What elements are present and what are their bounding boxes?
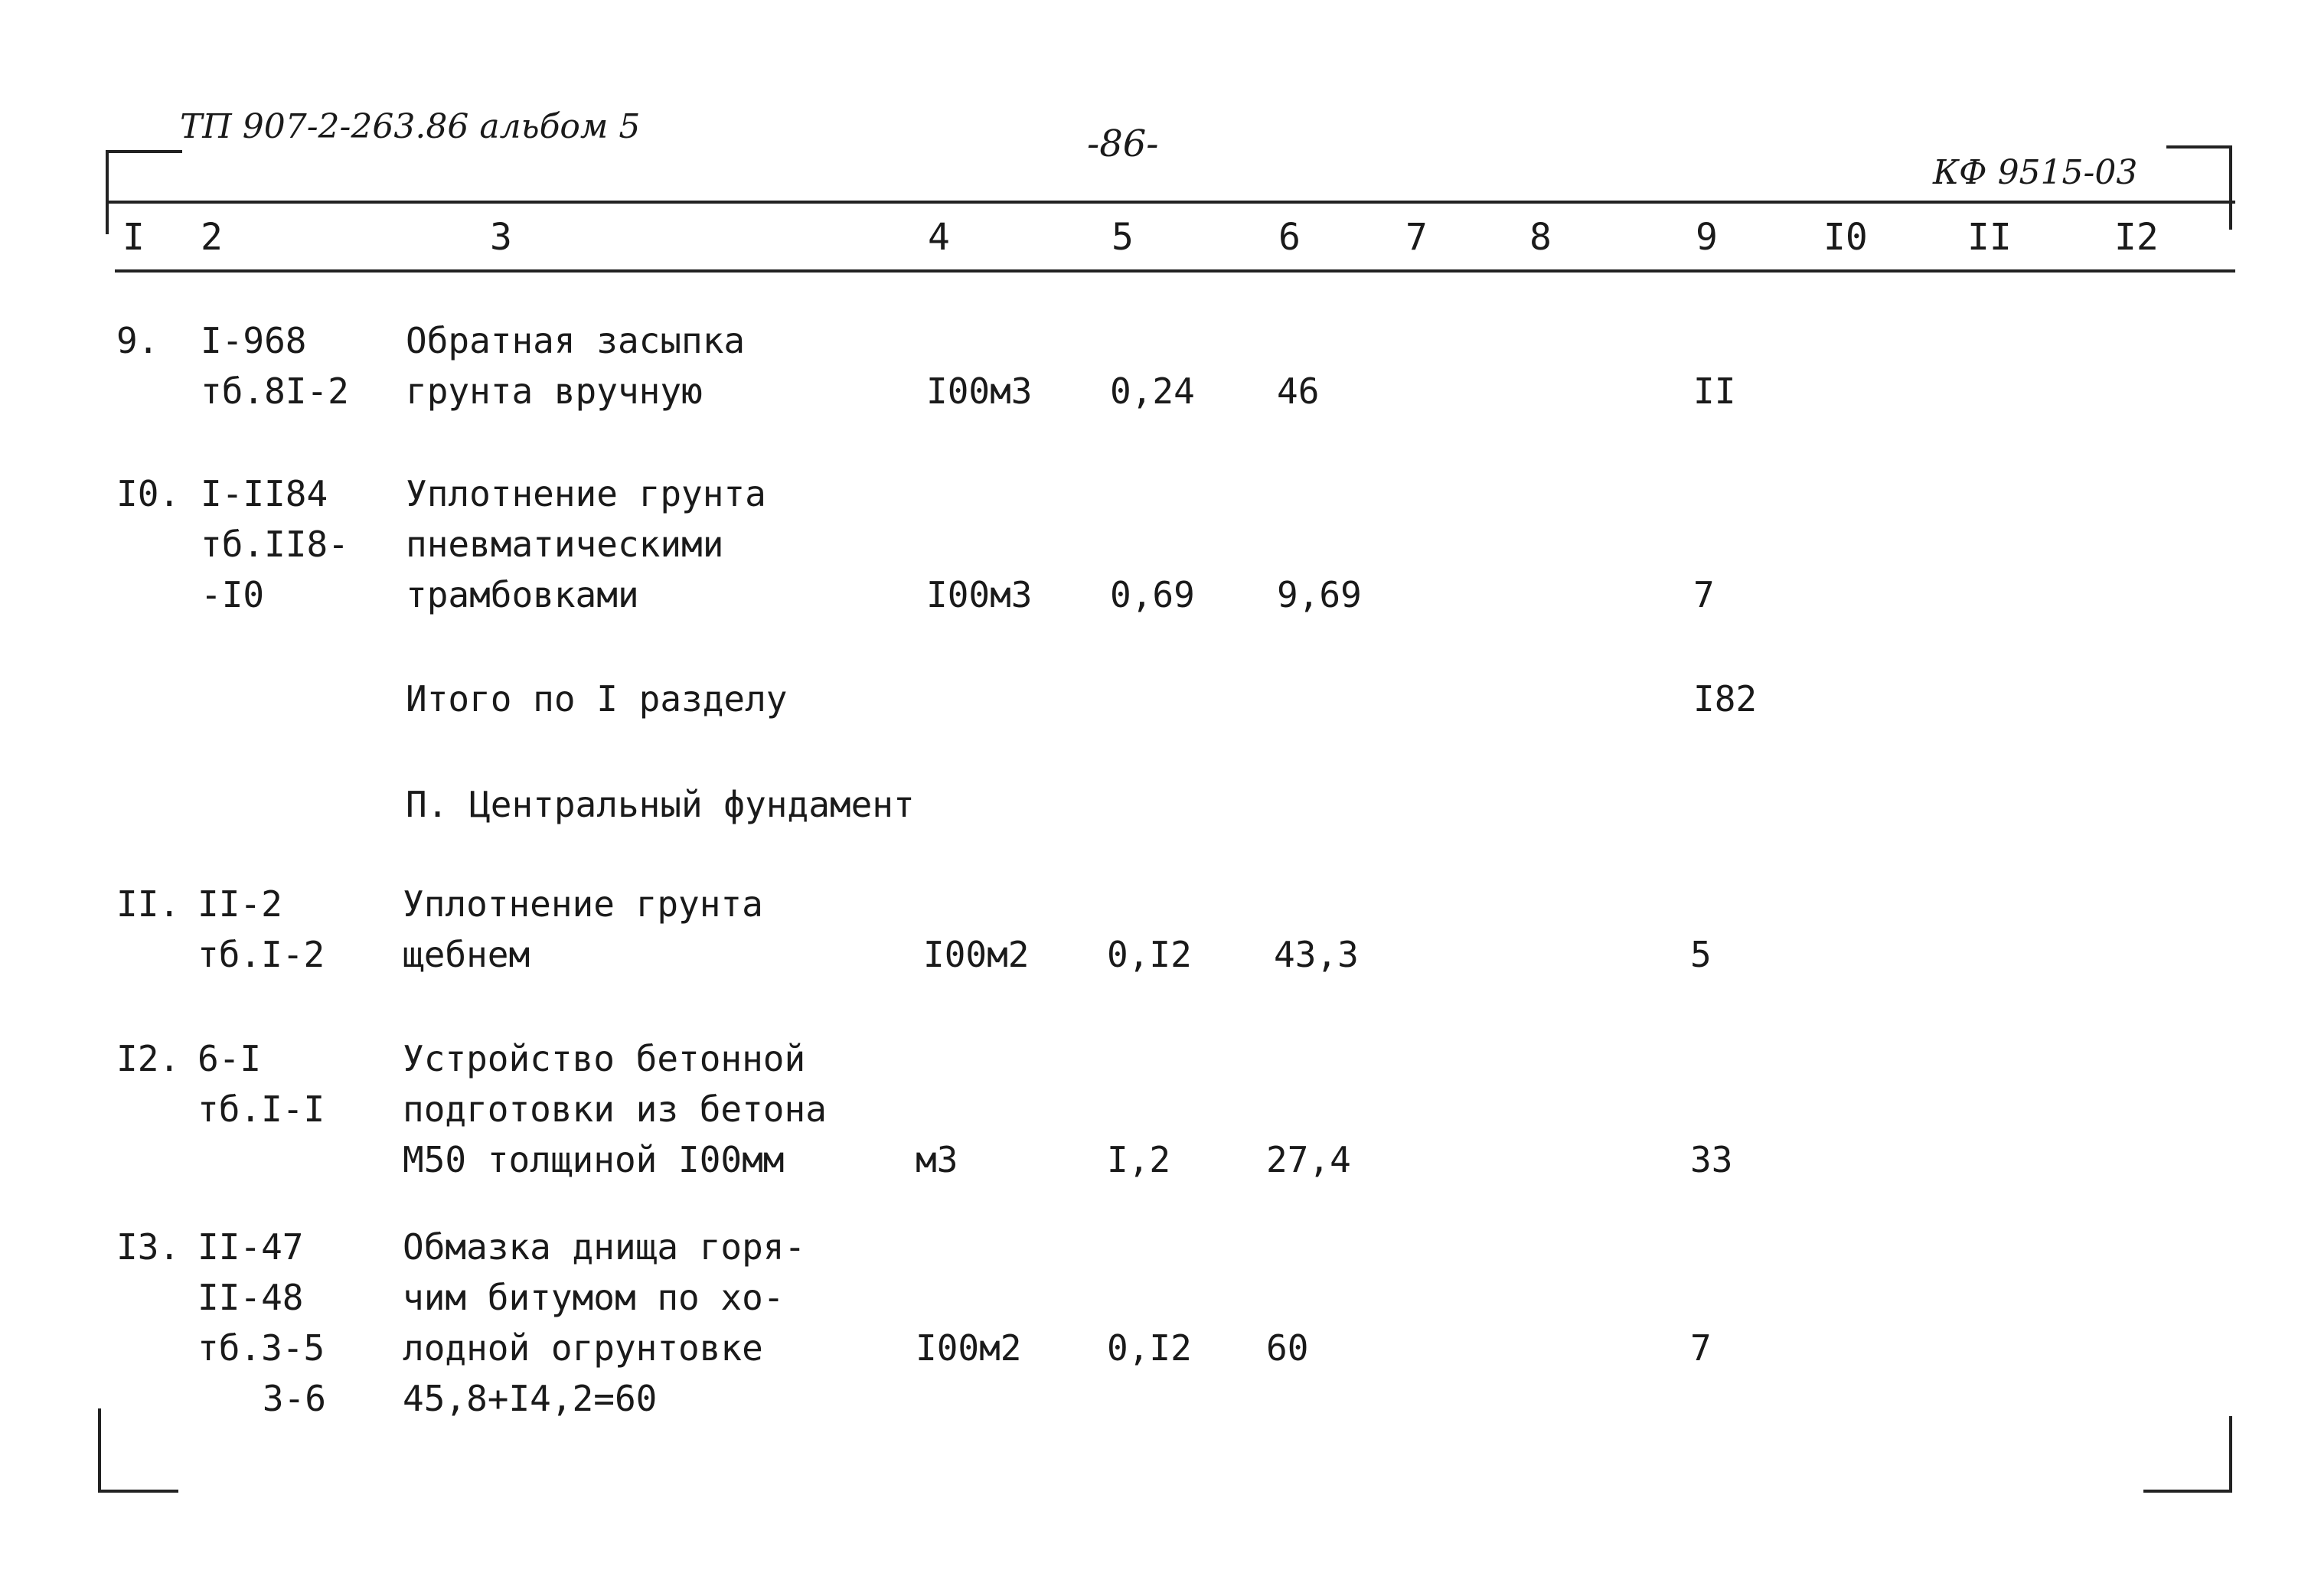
frame-left-tick-bottom xyxy=(98,1408,101,1493)
description-line: трамбовками xyxy=(406,574,639,615)
column-number: I2 xyxy=(2114,216,2159,259)
row-description xyxy=(403,879,763,980)
page-number: -86- xyxy=(1087,122,1159,165)
code-line: II-2 xyxy=(197,883,282,925)
frame-right-tick-top xyxy=(2229,145,2232,230)
row-quantity: 0,69 xyxy=(1110,574,1195,615)
frame-left-tick-top xyxy=(106,150,109,234)
description-line: 45,8+I4,2=60 xyxy=(403,1378,658,1419)
frame-right-tick-bottom-horizontal xyxy=(2143,1490,2232,1493)
description-line: пневматическими xyxy=(406,524,724,565)
column-number: I0 xyxy=(1823,216,1868,259)
frame-left-tick-bottom-horizontal xyxy=(98,1490,178,1493)
row-number: II. xyxy=(116,883,181,925)
row-price: 9,69 xyxy=(1277,574,1362,615)
description-line: Обмазка днища горя- xyxy=(403,1226,806,1268)
column-number: 5 xyxy=(1112,216,1134,259)
row-price: 27,4 xyxy=(1266,1139,1351,1180)
frame-left-tick-top-horizontal xyxy=(106,150,182,153)
description-line: М50 толщиной I00мм xyxy=(403,1139,785,1180)
row-code xyxy=(201,315,349,416)
row-price: 46 xyxy=(1277,370,1320,412)
row-price: 60 xyxy=(1266,1327,1309,1369)
row-total: 7 xyxy=(1693,574,1715,615)
row-price: 43,3 xyxy=(1274,934,1359,975)
column-number: I xyxy=(122,216,145,259)
row-code xyxy=(201,468,349,620)
description-line: грунта вручную xyxy=(406,370,703,412)
description-line: щебнем xyxy=(403,934,530,975)
description-line: Устройство бетонной xyxy=(403,1038,806,1079)
row-description xyxy=(406,468,766,620)
description-line: лодной огрунтовке xyxy=(403,1327,763,1369)
column-number: 7 xyxy=(1405,216,1428,259)
code-line: 3-6 xyxy=(262,1378,326,1419)
row-unit: I00м2 xyxy=(923,934,1030,975)
row-quantity: 0,I2 xyxy=(1107,934,1192,975)
column-number: 8 xyxy=(1529,216,1552,259)
row-unit: I00м3 xyxy=(926,574,1033,615)
document-code: КФ 9515-03 xyxy=(1933,153,2138,192)
code-line: -I0 xyxy=(201,574,265,615)
row-description xyxy=(406,315,745,416)
description-line: Уплотнение грунта xyxy=(406,473,766,514)
row-number: I2. xyxy=(116,1038,181,1079)
row-quantity: I,2 xyxy=(1107,1139,1171,1180)
row-quantity: 0,I2 xyxy=(1107,1327,1192,1369)
description-line: Обратная засыпка xyxy=(406,320,746,361)
row-unit: I00м2 xyxy=(916,1327,1022,1369)
row-number: I3. xyxy=(116,1226,181,1268)
row-number: I0. xyxy=(116,473,181,514)
row-unit: м3 xyxy=(916,1139,958,1180)
frame-right-tick-top-horizontal xyxy=(2166,145,2232,149)
code-line: II-47 xyxy=(197,1226,304,1268)
subtotal-label: Итого по I разделу xyxy=(406,678,788,720)
column-number: 3 xyxy=(490,216,512,259)
row-code xyxy=(197,879,325,980)
row-total: 33 xyxy=(1690,1139,1733,1180)
column-number: 9 xyxy=(1696,216,1718,259)
code-line: I-II84 xyxy=(201,473,328,514)
row-total: II xyxy=(1693,370,1736,412)
row-description xyxy=(403,1033,827,1185)
document-reference: ТП 907-2-263.86 альбом 5 xyxy=(180,107,641,146)
description-line: Уплотнение грунта xyxy=(403,883,763,925)
column-number: 2 xyxy=(201,216,223,259)
header-bottom-rule xyxy=(115,269,2235,273)
row-total: 5 xyxy=(1690,934,1712,975)
subtotal-value: I82 xyxy=(1693,678,1758,720)
code-line: II-48 xyxy=(197,1277,304,1318)
row-unit: I00м3 xyxy=(926,370,1033,412)
row-code xyxy=(197,1033,325,1134)
row-total: 7 xyxy=(1690,1327,1712,1369)
code-line: I-968 xyxy=(201,320,307,361)
row-quantity: 0,24 xyxy=(1110,370,1195,412)
description-line: чим битумом по хо- xyxy=(403,1277,785,1318)
row-number: 9. xyxy=(116,320,159,361)
code-line: 6-I xyxy=(197,1038,262,1079)
code-line: тб.8I-2 xyxy=(201,370,349,412)
code-line: тб.I-I xyxy=(197,1088,325,1130)
row-description xyxy=(403,1222,805,1424)
code-line: тб.II8- xyxy=(201,524,349,565)
column-number: 6 xyxy=(1278,216,1301,259)
frame-top-rule xyxy=(107,201,2235,204)
code-line: тб.3-5 xyxy=(197,1327,325,1369)
description-line: подготовки из бетона xyxy=(403,1088,827,1130)
frame-right-tick-bottom xyxy=(2229,1416,2232,1493)
row-code xyxy=(197,1222,326,1424)
column-number: 4 xyxy=(928,216,950,259)
column-number: II xyxy=(1967,216,2012,259)
code-line: тб.I-2 xyxy=(197,934,325,975)
section-heading: П. Центральный фундамент xyxy=(406,784,915,825)
